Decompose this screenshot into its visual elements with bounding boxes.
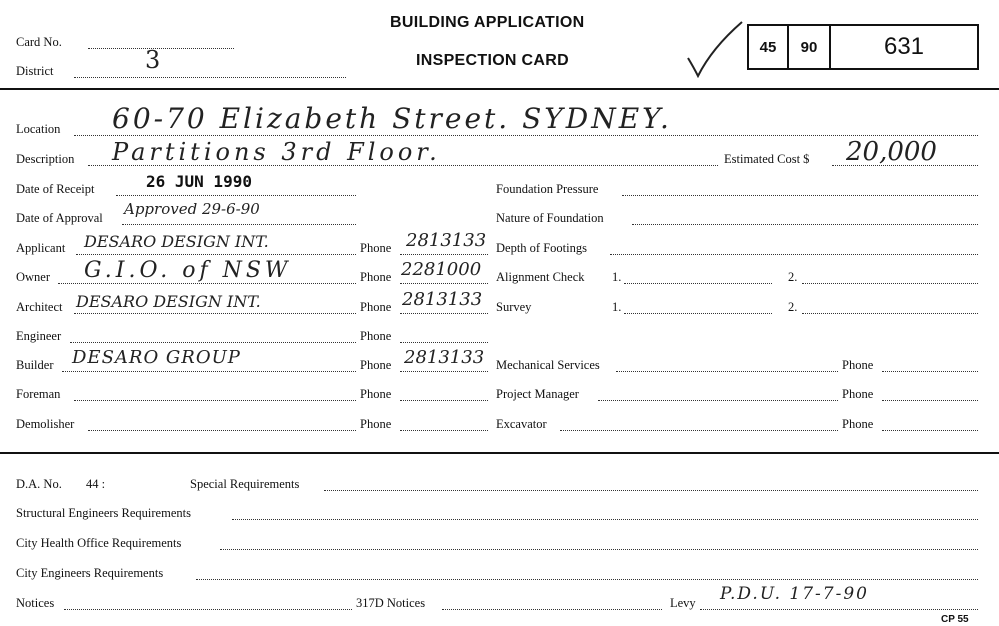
da-no-label: D.A. No. [16,477,62,491]
alignment-line-1 [624,283,772,284]
foreman-line [74,400,356,401]
survey-line-1 [624,313,772,314]
architect-phone-label: Phone [360,300,392,314]
excavator-label: Excavator [496,417,547,431]
foreman-phone-label: Phone [360,387,392,401]
levy-line [700,609,978,610]
mechanical-line [616,371,838,372]
applicant-value: DESARO DESIGN INT. [84,232,269,251]
project-manager-line [598,400,838,401]
applicant-label: Applicant [16,241,66,255]
checkmark-icon [684,18,746,83]
depth-footings-line [610,254,978,255]
date-approval-value: Approved 29-6-90 [124,200,260,218]
architect-phone: 2813133 [402,289,483,310]
applicant-phone: 2813133 [406,230,487,251]
survey-line-2 [802,313,978,314]
excavator-line [560,430,838,431]
estimated-cost-value: 20,000 [846,137,937,167]
owner-value: G.I.O. of NSW [84,258,292,283]
ref-box-1: 45 [749,26,789,68]
project-manager-label: Project Manager [496,387,579,401]
survey-num-1: 1. [612,300,622,314]
architect-value: DESARO DESIGN INT. [76,292,261,311]
special-requirements-label: Special Requirements [190,477,300,491]
alignment-check-label: Alignment Check [496,270,585,284]
levy-value: P.D.U. 17-7-90 [720,584,869,604]
form-code: CP 55 [941,614,969,625]
date-receipt-stamp: 26 JUN 1990 [146,172,252,191]
architect-label: Architect [16,300,63,314]
structural-label: Structural Engineers Requirements [16,506,191,520]
project-manager-phone-label: Phone [842,387,874,401]
demolisher-label: Demolisher [16,417,75,431]
foundation-pressure-label: Foundation Pressure [496,182,599,196]
date-approval-label: Date of Approval [16,211,103,225]
alignment-line-2 [802,283,978,284]
owner-phone-label: Phone [360,270,392,284]
architect-line [74,313,356,314]
notices-label: Notices [16,596,55,610]
builder-label: Builder [16,358,54,372]
demolisher-line [88,430,356,431]
foundation-pressure-line [622,195,978,196]
location-line [74,135,978,136]
project-manager-phone-line [882,400,978,401]
location-label: Location [16,122,61,136]
mechanical-label: Mechanical Services [496,358,600,372]
special-requirements-line [324,490,978,491]
excavator-phone-line [882,430,978,431]
foreman-phone-line [400,400,488,401]
owner-phone-line [400,283,488,284]
engineer-label: Engineer [16,329,62,343]
applicant-phone-label: Phone [360,241,392,255]
demolisher-phone-line [400,430,488,431]
title-line-2: INSPECTION CARD [416,52,569,69]
date-receipt-label: Date of Receipt [16,182,95,196]
district-line [74,77,346,78]
alignment-num-2: 2. [788,270,798,284]
builder-value: DESARO GROUP [72,347,241,368]
city-engineers-line [196,579,978,580]
mechanical-phone-line [882,371,978,372]
health-office-label: City Health Office Requirements [16,536,182,550]
applicant-phone-line [400,254,488,255]
structural-line [232,519,978,520]
description-label: Description [16,152,75,166]
city-engineers-label: City Engineers Requirements [16,566,164,580]
date-approval-line [122,224,356,225]
alignment-num-1: 1. [612,270,622,284]
card-no-line [88,48,234,49]
owner-phone: 2281000 [401,259,482,280]
header-rule [0,88,999,90]
da-no-value: 44 : [86,477,106,491]
location-value: 60-70 Elizabeth Street. SYDNEY. [112,102,672,135]
owner-line [58,283,356,284]
demolisher-phone-label: Phone [360,417,392,431]
foreman-label: Foreman [16,387,61,401]
description-value: Partitions 3rd Floor. [112,138,441,166]
ref-box-2: 90 [789,26,831,68]
district-label: District [16,64,54,78]
levy-label: Levy [670,596,696,610]
district-value: 3 [145,46,161,74]
builder-line [62,371,356,372]
excavator-phone-label: Phone [842,417,874,431]
nature-foundation-line [632,224,978,225]
title-line-1: BUILDING APPLICATION [390,14,585,31]
date-receipt-line [116,195,356,196]
requirements-rule [0,452,999,454]
builder-phone: 2813133 [404,347,485,368]
engineer-phone-line [400,342,488,343]
engineer-line [70,342,356,343]
builder-phone-line [400,371,488,372]
nature-foundation-label: Nature of Foundation [496,211,604,225]
notices-317d-label: 317D Notices [356,596,426,610]
health-office-line [220,549,978,550]
applicant-line [76,254,356,255]
mechanical-phone-label: Phone [842,358,874,372]
estimated-cost-label: Estimated Cost $ [724,152,810,166]
owner-label: Owner [16,270,51,284]
architect-phone-line [400,313,488,314]
builder-phone-label: Phone [360,358,392,372]
reference-number-box [747,24,979,70]
card-no-label: Card No. [16,35,62,49]
notices-317d-line [442,609,662,610]
engineer-phone-label: Phone [360,329,392,343]
depth-footings-label: Depth of Footings [496,241,587,255]
survey-num-2: 2. [788,300,798,314]
notices-line [64,609,352,610]
ref-box-3: 631 [883,33,925,60]
survey-label: Survey [496,300,532,314]
